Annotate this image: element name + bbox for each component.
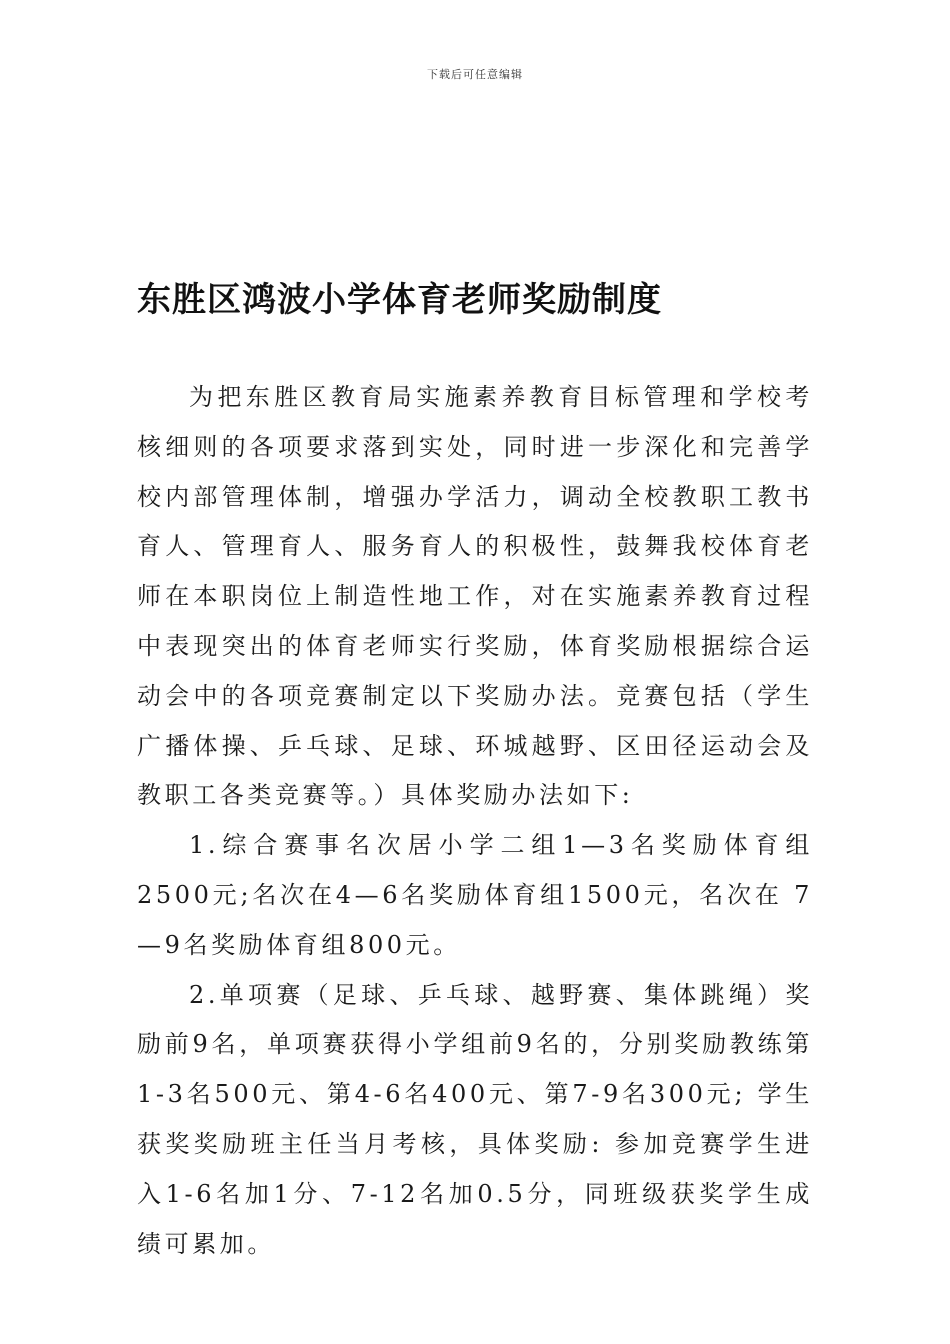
document-body <box>137 373 813 1269</box>
header-note: 下载后可任意编辑 <box>427 68 523 81</box>
paragraph-rule-1: 1.综合赛事名次居小学二组1—3名奖励体育组2500元;名次在4—6名奖励体育组1500元，名次在 7—9名奖励体育组800元。 <box>137 831 813 959</box>
paragraph-intro: 为把东胜区教育局实施素养教育目标管理和学校考核细则的各项要求落到实处，同时进一步深化和完善学校内部管理体制，增强办学活力，调动全校教职工教书育人、管理育人、服务育人的积极性，鼓舞我校体育老师在本职岗位上制造性地工作，对在实施素养教育过程中表现突出的体育老师实行奖励，体育奖励根据综合运动会中的各项竞赛制定以下奖励办法。竞赛包括（学生广播体操、乒乓球、足球、环城越野、区田径运动会及教职工各类竞赛等。）具体奖励办法如下: <box>137 383 813 810</box>
paragraph-rule-2: 2.单项赛（足球、乒乓球、越野赛、集体跳绳）奖励前9名，单项赛获得小学组前9名的，分别奖励教练第1-3名500元、第4-6名400元、第7-9名300元; 学生获奖奖励班主任当月考核，具体奖励: 参加竞赛学生进入1-6名加1分、7-12名加0.5分，同班级获奖学生成绩可累加。 <box>137 980 813 1258</box>
document-title: 东胜区鸿波小学体育老师奖励制度 <box>137 280 662 320</box>
